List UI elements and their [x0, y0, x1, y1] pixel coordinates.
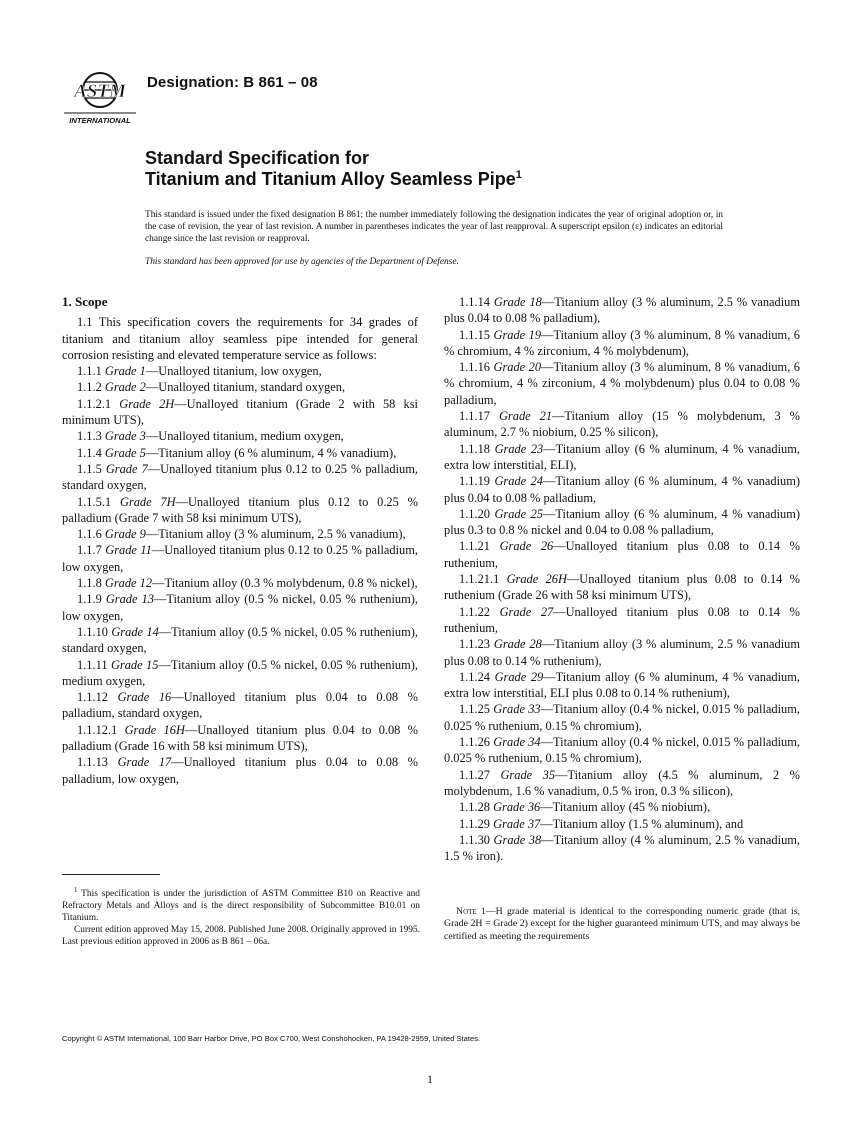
item-number: 1.1.3	[77, 429, 102, 444]
logo-subtext: INTERNATIONAL	[69, 116, 131, 125]
list-item	[444, 441, 800, 474]
item-description: —Titanium alloy (3 % aluminum, 8 % vanadium, 6 % chromium, 4 % zirconium, 4 % molybdenum),	[444, 327, 800, 358]
item-description: —Titanium alloy (3 % aluminum, 2.5 % vanadium plus 0.04 to 0.08 % palladium),	[444, 295, 800, 326]
list-item	[444, 473, 800, 506]
item-grade: Grade 9	[104, 527, 146, 542]
item-description: —Titanium alloy (4.5 % aluminum, 2 % molybdenum, 1.6 % vanadium, 0.5 % iron, 0.3 % silicon),	[444, 767, 800, 798]
item-number: 1.1.21.1	[459, 572, 500, 587]
footnote-2: Current edition approved May 15, 2008. Published June 2008. Originally approved in 1995. Last previous edition approved in 2006 as B 861 – 06a.	[62, 925, 420, 948]
list-item	[444, 734, 800, 767]
item-description: —Titanium alloy (6 % aluminum, 4 % vanadium),	[145, 445, 397, 460]
item-number: 1.1.12.1	[77, 722, 118, 737]
section-heading: 1. Scope	[62, 294, 108, 309]
note-1	[444, 906, 800, 943]
item-grade: Grade 16	[117, 690, 172, 705]
dod-approval-note: This standard has been approved for use by agencies of the Department of Defense.	[145, 257, 459, 267]
item-grade: Grade 2H	[119, 396, 175, 411]
list-item	[62, 526, 418, 542]
footnotes	[62, 884, 420, 948]
list-item	[62, 445, 418, 461]
item-number: 1.1.28	[459, 800, 490, 815]
right-grade-list	[444, 294, 800, 864]
item-number: 1.1.6	[77, 527, 102, 542]
list-item	[62, 689, 418, 722]
item-grade: Grade 24	[494, 474, 543, 489]
item-grade: Grade 28	[493, 637, 542, 652]
item-description: —Unalloyed titanium plus 0.04 to 0.08 % palladium, standard oxygen,	[62, 690, 418, 721]
item-number: 1.1.26	[459, 735, 490, 750]
list-item	[62, 461, 418, 494]
item-number: 1.1.12	[77, 690, 108, 705]
item-grade: Grade 37	[493, 816, 541, 831]
item-number: 1.1.20	[459, 506, 490, 521]
item-grade: Grade 26H	[506, 572, 567, 587]
list-item	[62, 754, 418, 787]
footnote-rule	[62, 874, 160, 875]
item-number: 1.1.10	[77, 624, 108, 639]
list-item	[62, 379, 418, 395]
item-grade: Grade 1	[104, 364, 146, 379]
document-title	[145, 148, 522, 190]
item-description: —Titanium alloy (0.4 % nickel, 0.015 % palladium, 0.025 % ruthenium, 0.15 % chromium),	[444, 735, 800, 766]
item-grade: Grade 34	[493, 735, 541, 750]
title-line-1: Standard Specification for	[145, 148, 370, 168]
list-item	[62, 494, 418, 527]
list-item	[444, 816, 800, 832]
item-grade: Grade 18	[493, 295, 542, 309]
copyright: Copyright © ASTM International, 100 Barr Harbor Drive, PO Box C700, West Conshohocken, PA 19428-2959, United States.	[62, 1034, 481, 1043]
item-number: 1.1.19	[459, 474, 490, 489]
item-description: —Unalloyed titanium, standard oxygen,	[145, 380, 346, 395]
item-grade: Grade 2	[104, 380, 146, 395]
list-item	[62, 396, 418, 429]
item-number: 1.1.7	[77, 543, 102, 558]
list-item	[444, 669, 800, 702]
item-description: —Unalloyed titanium plus 0.04 to 0.08 % palladium (Grade 16 with 58 ksi minimum UTS),	[62, 722, 418, 754]
item-description: —Titanium alloy (0.5 % nickel, 0.05 % ruthenium), medium oxygen,	[62, 657, 418, 688]
list-item	[444, 604, 800, 637]
item-description: —Titanium alloy (3 % aluminum, 2.5 % vanadium plus 0.08 to 0.14 % ruthenium),	[444, 637, 800, 668]
item-grade: Grade 27	[499, 604, 554, 619]
item-number: 1.1.18	[459, 441, 490, 456]
item-number: 1.1.27	[459, 767, 490, 782]
list-item	[444, 571, 800, 604]
item-number: 1.1.5	[77, 461, 102, 476]
item-number: 1.1.5.1	[77, 494, 112, 509]
item-number: 1.1.4	[77, 445, 102, 460]
list-item	[444, 294, 800, 327]
item-description: —Titanium alloy (0.5 % nickel, 0.05 % ruthenium), low oxygen,	[62, 592, 418, 623]
item-grade: Grade 13	[105, 592, 154, 607]
list-item	[444, 327, 800, 360]
item-description: —Titanium alloy (0.3 % molybdenum, 0.8 % nickel),	[152, 576, 418, 591]
item-description: —Unalloyed titanium (Grade 2 with 58 ksi minimum UTS),	[62, 396, 419, 428]
list-item	[62, 542, 418, 575]
list-item	[62, 575, 418, 591]
item-number: 1.1.15	[459, 327, 490, 342]
list-item	[444, 506, 800, 539]
item-grade: Grade 17	[117, 755, 172, 770]
item-grade: Grade 25	[494, 506, 543, 521]
page-number: 1	[427, 1072, 433, 1086]
list-item	[444, 832, 800, 865]
item-number: 1.1.21	[459, 539, 490, 554]
item-grade: Grade 38	[493, 832, 542, 847]
item-grade: Grade 14	[111, 624, 159, 639]
right-column	[444, 294, 800, 864]
list-item	[62, 363, 418, 379]
item-description: —Titanium alloy (3 % aluminum, 2.5 % vanadium),	[145, 527, 406, 542]
item-number: 1.1.29	[459, 816, 490, 831]
item-description: —Titanium alloy (15 % molybdenum, 3 % aluminum, 2.7 % niobium, 0.25 % silicon),	[444, 409, 800, 440]
item-number: 1.1.30	[459, 832, 490, 847]
logo-text: ASTM	[74, 81, 126, 102]
list-item	[62, 657, 418, 690]
title-footnote-marker: 1	[515, 169, 522, 181]
item-grade: Grade 7	[105, 461, 148, 476]
list-item	[444, 538, 800, 571]
list-item	[62, 591, 418, 624]
item-description: —Titanium alloy (45 % niobium),	[540, 800, 711, 815]
item-number: 1.1.2.1	[77, 396, 112, 411]
item-number: 1.1.1	[77, 364, 102, 379]
item-number: 1.1.17	[459, 409, 490, 424]
item-grade: Grade 3	[104, 429, 146, 444]
item-number: 1.1.2	[77, 380, 102, 395]
item-grade: Grade 36	[493, 800, 541, 815]
item-number: 1.1.22	[459, 604, 490, 619]
item-description: —Titanium alloy (6 % aluminum, 4 % vanadium) plus 0.04 to 0.08 % palladium,	[444, 474, 800, 505]
item-grade: Grade 21	[498, 409, 553, 424]
item-description: —Titanium alloy (6 % aluminum, 4 % vanadium, extra low interstitial, ELI plus 0.08 to 0.14 % ruthenium),	[444, 669, 800, 701]
item-description: —Unalloyed titanium plus 0.12 to 0.25 % palladium, low oxygen,	[62, 543, 418, 574]
list-item	[444, 408, 800, 441]
item-grade: Grade 7H	[119, 494, 176, 509]
item-number: 1.1.9	[77, 592, 102, 607]
item-grade: Grade 26	[499, 539, 554, 554]
item-grade: Grade 23	[494, 441, 544, 456]
item-number: 1.1.25	[459, 702, 490, 717]
note-label: Note 1	[456, 906, 486, 917]
item-grade: Grade 5	[104, 445, 146, 460]
list-item	[62, 428, 418, 444]
item-description: —Titanium alloy (1.5 % aluminum), and	[540, 816, 744, 831]
item-grade: Grade 33	[493, 702, 541, 717]
item-description: —Titanium alloy (6 % aluminum, 4 % vanadium, extra low interstitial, ELI),	[444, 441, 800, 472]
item-number: 1.1.13	[77, 755, 108, 770]
item-grade: Grade 35	[500, 767, 556, 782]
item-description: —Titanium alloy (4 % aluminum, 2.5 % vanadium, 1.5 % iron).	[444, 832, 800, 864]
item-grade: Grade 20	[493, 360, 542, 375]
item-description: —Unalloyed titanium plus 0.12 to 0.25 % palladium (Grade 7 with 58 ksi minimum UTS),	[62, 494, 418, 525]
item-grade: Grade 15	[110, 657, 159, 672]
left-grade-list	[62, 363, 418, 787]
item-description: —Unalloyed titanium, low oxygen,	[145, 364, 322, 379]
item-description: —Unalloyed titanium plus 0.08 to 0.14 % ruthenium,	[444, 604, 800, 635]
list-item	[62, 722, 418, 755]
title-line-2	[145, 169, 522, 190]
left-column	[62, 294, 418, 787]
list-item	[444, 359, 800, 408]
footnote-marker: 1	[74, 886, 78, 894]
footnote-1-text: This specification is under the jurisdiction of ASTM Committee B10 on Reactive and Refractory Metals and Alloys and is the direct responsibility of Subcommittee B10.01 on Titanium.	[62, 889, 420, 924]
item-description: —Titanium alloy (0.4 % nickel, 0.015 % palladium, 0.025 % ruthenium, 0.15 % chromium),	[444, 702, 800, 733]
item-description: —Titanium alloy (3 % aluminum, 8 % vanadium, 6 % chromium, 4 % zirconium, 4 % molybdenum) plus 0.04 to 0.08 % palladium,	[444, 360, 800, 407]
standard-note: This standard is issued under the fixed designation B 861; the number immediately following the designation indicates the year of original adoption or, in the case of revision, the year of last revision. A number in parentheses indicates the year of last reapproval. A superscript epsilon (ε) indicates an editorial change since the last revision or reapproval.	[145, 210, 723, 244]
item-grade: Grade 29	[494, 669, 544, 684]
item-number: 1.1.11	[77, 657, 108, 672]
item-description: —Unalloyed titanium plus 0.12 to 0.25 % palladium, standard oxygen,	[62, 461, 418, 493]
list-item	[444, 767, 800, 800]
title-line-2-text: Titanium and Titanium Alloy Seamless Pipe	[145, 169, 516, 189]
item-grade: Grade 16H	[124, 722, 185, 737]
list-item	[444, 799, 800, 815]
item-number: 1.1.8	[77, 576, 102, 591]
list-item	[62, 624, 418, 657]
note-text: —H grade material is identical to the corresponding numeric grade (that is, Grade 2H = Grade 2) except for the higher guaranteed minimum UTS, and may always be certified as meeting the requirements	[444, 906, 801, 942]
list-item	[444, 701, 800, 734]
scope-intro: 1.1 This specification covers the requirements for 34 grades of titanium and titanium alloy seamless pipe intended for general corrosion resisting and elevated temperature service as follows:	[62, 315, 418, 362]
item-number: 1.1.16	[459, 360, 490, 375]
astm-logo	[64, 66, 136, 126]
item-description: —Titanium alloy (0.5 % nickel, 0.05 % ruthenium), standard oxygen,	[62, 624, 418, 656]
item-description: —Unalloyed titanium plus 0.04 to 0.08 % palladium, low oxygen,	[62, 755, 418, 786]
item-grade: Grade 12	[104, 576, 153, 591]
item-number: 1.1.24	[459, 669, 490, 684]
list-item	[444, 636, 800, 669]
item-description: —Titanium alloy (6 % aluminum, 4 % vanadium) plus 0.3 to 0.8 % nickel and 0.04 to 0.08 % palladium,	[444, 506, 800, 538]
item-number: 1.1.14	[459, 295, 490, 309]
item-number: 1.1.23	[459, 637, 490, 652]
item-description: —Unalloyed titanium plus 0.08 to 0.14 % ruthenium (Grade 26 with 58 ksi minimum UTS),	[444, 572, 800, 603]
item-description: —Unalloyed titanium plus 0.08 to 0.14 % ruthenium,	[444, 539, 800, 570]
footnote-1	[62, 884, 420, 924]
item-description: —Unalloyed titanium, medium oxygen,	[145, 429, 344, 444]
item-grade: Grade 11	[105, 543, 152, 558]
designation: Designation: B 861 – 08	[147, 74, 318, 91]
item-grade: Grade 19	[493, 327, 542, 342]
